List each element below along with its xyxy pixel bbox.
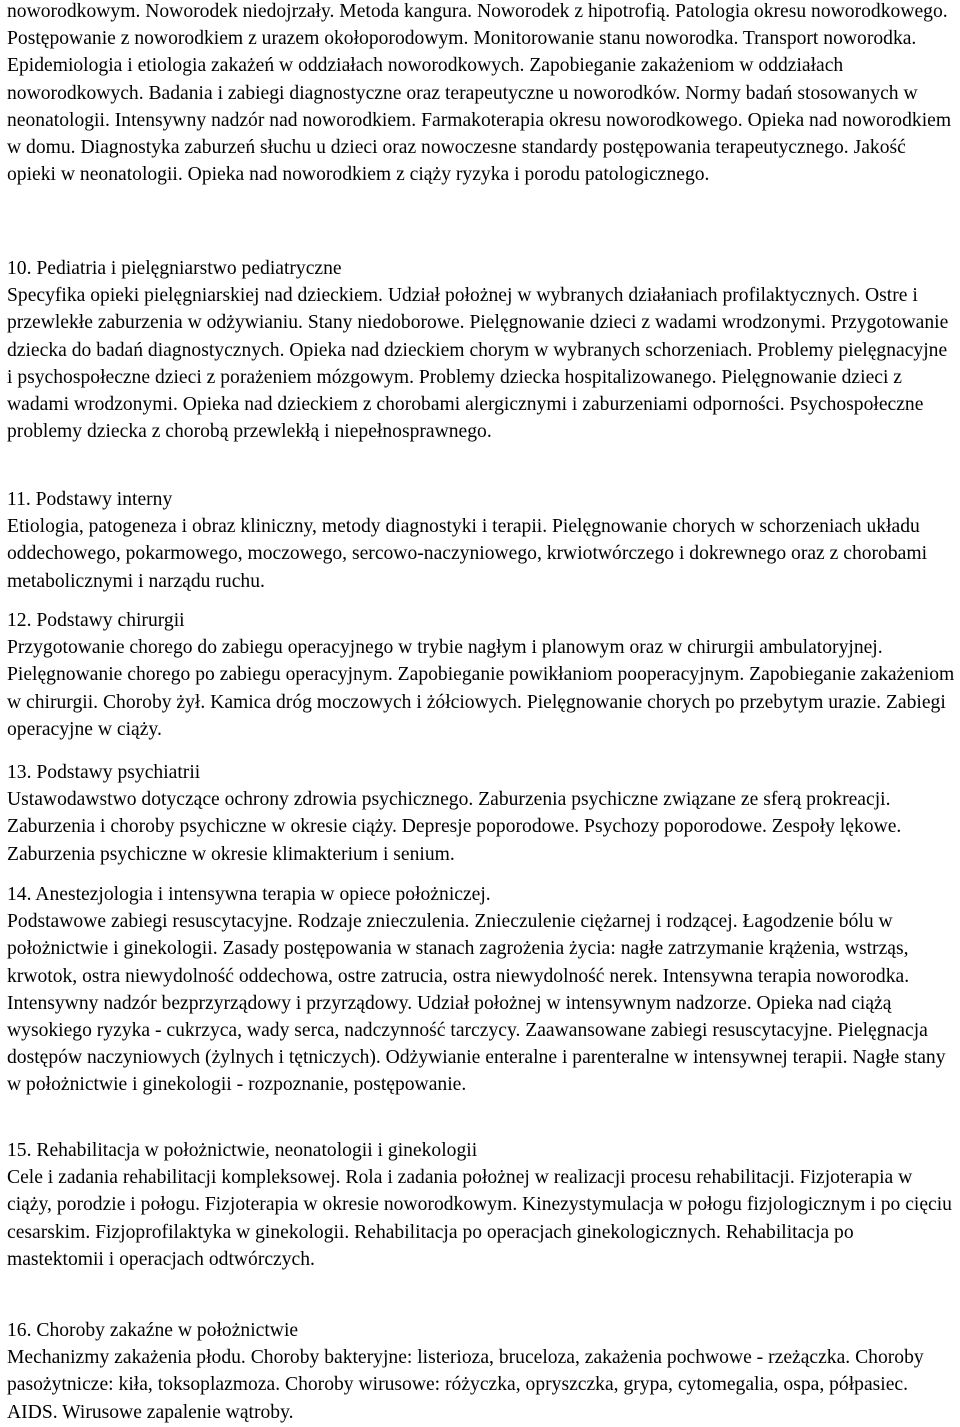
section-heading: 11. Podstawy interny: [7, 489, 173, 510]
section-heading: 10. Pediatria i pielęgniarstwo pediatryczne: [7, 258, 342, 279]
section-psychiatria: [7, 759, 955, 868]
section-anestezjologia: [7, 881, 955, 1099]
section-interna: [7, 486, 955, 595]
section-body: Specyfika opieki pielęgniarskiej nad dzieckiem. Udział położnej w wybranych działaniach profilaktycznych. Ostre i przewlekłe zaburzenia w odżywianiu. Stany niedoborowe. Pielęgnowanie dzieci z wadami wrodzonymi. Przygotowanie dziecka do badań diagnostycznych. Opieka nad dzieckiem chorym w wybranych schorzeniach. Problemy pielęgnacyjne i psychospołeczne dzieci z porażeniem mózgowym. Problemy dziecka hospitalizowanego. Pielęgnowanie dzieci z wadami wrodzonymi. Opieka nad dzieckiem z chorobami alergicznymi i zaburzeniami odporności. Psychospołeczne problemy dziecka z chorobą przewlekłą i niepełnosprawnego.: [7, 285, 949, 443]
section-heading: 16. Choroby zakaźne w położnictwie: [7, 1320, 299, 1341]
section-heading: 15. Rehabilitacja w położnictwie, neonatologii i ginekologii: [7, 1140, 478, 1161]
section-pediatria: [7, 255, 955, 445]
section-heading: 13. Podstawy psychiatrii: [7, 762, 201, 783]
section-body: Podstawowe zabiegi resuscytacyjne. Rodzaje znieczulenia. Znieczulenie ciężarnej i rodzącej. Łagodzenie bólu w położnictwie i ginekologii. Zasady postępowania w stanach zagrożenia życia: nagłe zatrzymanie krążenia, wstrząs, krwotok, ostra niewydolność oddechowa, ostre zatrucia, ostra niewydolność nerek. Intensywna terapia noworodka. Intensywny nadzór bezprzyrządowy i przyrządowy. Udział położnej w intensywnym nadzorze. Opieka nad ciążą wysokiego ryzyka - cukrzyca, wady serca, nadczynność tarczycy. Zaawansowane zabiegi resuscytacyjne. Pielęgnacja dostępów naczyniowych (żylnych i tętniczych). Odżywianie enteralne i parenteralne w intensywnej terapii. Nagłe stany w położnictwie i ginekologii - rozpoznanie, postępowanie.: [7, 911, 946, 1096]
section-body: Etiologia, patogeneza i obraz kliniczny, metody diagnostyki i terapii. Pielęgnowanie chorych w schorzeniach układu oddechowego, pokarmowego, moczowego, sercowo-naczyniowego, krwiotwórczego i dokrewnego oraz z chorobami metabolicznymi i narządu ruchu.: [7, 516, 928, 592]
section-heading: 14. Anestezjologia i intensywna terapia w opiece położniczej.: [7, 884, 491, 905]
section-body: Cele i zadania rehabilitacji kompleksowej. Rola i zadania położnej w realizacji procesu rehabilitacji. Fizjoterapia w ciąży, porodzie i połogu. Fizjoterapia w okresie noworodkowym. Kinezystymulacja w połogu fizjologicznym i po cięciu cesarskim. Fizjoprofilaktyka w ginekologii. Rehabilitacja po operacjach ginekologicznych. Rehabilitacja po mastektomii i operacjach odtwórczych.: [7, 1167, 952, 1270]
section-chirurgia: [7, 607, 955, 743]
section-body: Ustawodawstwo dotyczące ochrony zdrowia psychicznego. Zaburzenia psychiczne związane ze sferą prokreacji. Zaburzenia i choroby psychiczne w okresie ciąży. Depresje poporodowe. Psychozy poporodowe. Zespoły lękowe. Zaburzenia psychiczne w okresie klimakterium i senium.: [7, 789, 902, 865]
section-choroby-zakazne: [7, 1317, 955, 1426]
section-body: Przygotowanie chorego do zabiegu operacyjnego w trybie nagłym i planowym oraz w chirurgii ambulatoryjnej. Pielęgnowanie chorego po zabiegu operacyjnym. Zapobieganie powikłaniom pooperacyjnym. Zapobieganie zakażeniom w chirurgii. Choroby żył. Kamica dróg moczowych i żółciowych. Pielęgnowanie chorych po przebytym urazie. Zabiegi operacyjne w ciąży.: [7, 637, 955, 740]
section-body: Mechanizmy zakażenia płodu. Choroby bakteryjne: listerioza, bruceloza, zakażenia pochwowe - rzeżączka. Choroby pasożytnicze: kiła, toksoplazmoza. Choroby wirusowe: różyczka, opryszczka, grypa, cytomegalia, ospa, półpasiec. AIDS. Wirusowe zapalenie wątroby.: [7, 1347, 924, 1423]
intro-body: noworodkowym. Noworodek niedojrzały. Metoda kangura. Noworodek z hipotrofią. Patologia okresu noworodkowego. Postępowanie z noworodkiem z urazem okołoporodowym. Monitorowanie stanu noworodka. Transport noworodka. Epidemiologia i etiologia zakażeń w oddziałach noworodkowych. Zapobieganie zakażeniom w oddziałach noworodkowych. Badania i zabiegi diagnostyczne oraz terapeutyczne u noworodków. Normy badań stosowanych w neonatologii. Intensywny nadzór nad noworodkiem. Farmakoterapia okresu noworodkowego. Opieka nad noworodkiem w domu. Diagnostyka zaburzeń słuchu u dzieci oraz nowoczesne standardy postępowania terapeutycznego. Jakość opieki w neonatologii. Opieka nad noworodkiem z ciąży ryzyka i porodu patologicznego.: [7, 1, 952, 186]
intro-paragraph: [7, 0, 955, 188]
section-rehabilitacja: [7, 1137, 955, 1273]
section-heading: 12. Podstawy chirurgii: [7, 610, 185, 631]
